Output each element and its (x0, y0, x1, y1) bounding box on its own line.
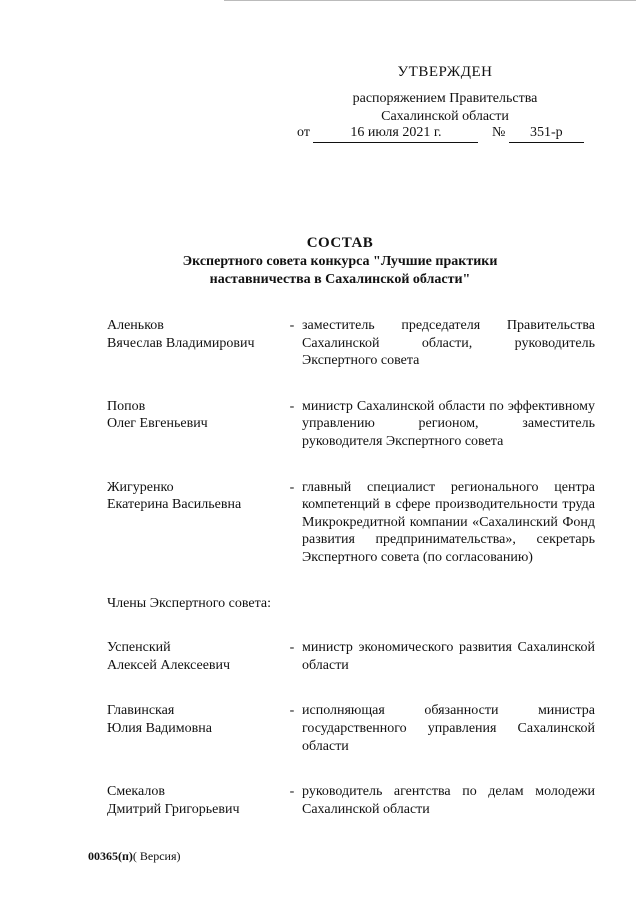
member-role: руководитель агентства по делам молодежи Сахалинской области (302, 784, 595, 817)
member-name (107, 479, 282, 567)
member-role: главный специалист регионального центра компетенций в сфере производительности труда Микрокредитной компании «Сахалинский Фонд развития предпринимательства», секретарь Экспертного совета (по согласованию) (302, 479, 595, 565)
member-entry (107, 639, 595, 674)
member-entry (107, 783, 595, 818)
top-rule (224, 0, 636, 1)
member-surname: Смекалов (107, 784, 165, 800)
order-details (297, 124, 584, 143)
approved-stamp: УТВЕРЖДЕН (397, 64, 493, 80)
member-dash: - (289, 640, 295, 656)
member-role: исполняющая обязанности министра государственного управления Сахалинской области (302, 703, 595, 754)
member-entry (107, 479, 595, 567)
from-label: от (297, 125, 310, 140)
member-given-name: Екатерина Васильевна (107, 497, 242, 513)
member-dash: - (289, 318, 295, 333)
member-given-name: Юлия Вадимовна (107, 720, 212, 736)
member-surname: Жигуренко (107, 479, 174, 495)
member-name (107, 783, 282, 818)
member-entry (107, 317, 595, 370)
member-given-name: Вячеслав Владимирович (107, 335, 255, 351)
member-surname: Аленьков (107, 318, 164, 333)
order-date: 16 июля 2021 г. (313, 124, 478, 143)
member-role: министр Сахалинской области по эффективному управлению регионом, заместитель руководителя Экспертного совета (302, 398, 595, 449)
title-line-1: Экспертного совета конкурса "Лучшие практики (182, 254, 498, 269)
member-dash: - (289, 703, 295, 719)
document-code: 00365(п) (88, 849, 133, 863)
member-role: заместитель председателя Правительства Сахалинской области, руководитель Экспертного совета (302, 318, 595, 369)
member-dash: - (289, 784, 295, 800)
members-section-label: Члены Экспертного совета: (107, 595, 271, 611)
number-label: № (491, 125, 506, 140)
order-line-1: распоряжением Правительства (352, 91, 538, 106)
title-block (100, 233, 580, 289)
member-role: министр экономического развития Сахалинской области (302, 640, 595, 673)
member-dash: - (289, 479, 295, 495)
document-footer (88, 848, 181, 864)
member-given-name: Алексей Алексеевич (107, 657, 231, 673)
member-surname: Успенский (107, 640, 171, 656)
member-given-name: Дмитрий Григорьевич (107, 801, 240, 817)
member-surname: Главинская (107, 703, 175, 719)
order-number: 351-р (509, 124, 584, 143)
document-version: ( Версия) (132, 849, 181, 863)
member-name (107, 702, 282, 755)
member-entry (107, 702, 595, 755)
member-surname: Попов (107, 398, 146, 414)
member-given-name: Олег Евгеньевич (107, 416, 208, 432)
member-name (107, 639, 282, 674)
title-line-2: наставничества в Сахалинской области" (209, 272, 471, 287)
member-entry (107, 398, 595, 451)
member-name (107, 317, 282, 370)
member-dash: - (289, 398, 295, 414)
document-title: СОСТАВ (306, 235, 374, 251)
member-name (107, 398, 282, 451)
order-line-2: Сахалинской области (381, 109, 509, 124)
council-composition (107, 317, 595, 846)
